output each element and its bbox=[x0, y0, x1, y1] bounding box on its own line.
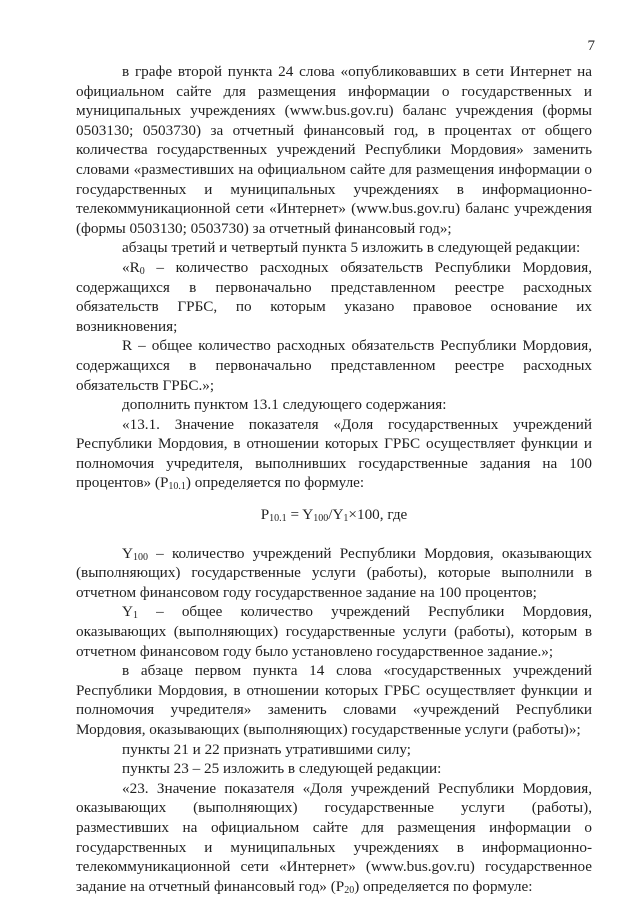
paragraph-y100-definition: $Y_{100}$ – количество учреждений Республики Мордовия, оказывающих (выполняющих) государственные услуги (работы), которые выполнили в отчетном финансовом году государственное задание на 100 процентов; bbox=[76, 544, 592, 601]
paragraph-point-14: в абзаце первом пункта 14 слова «государственных учреждений Республики Мордовия, в отношении которых ГРБС осуществляет функции и полномочия учредителя» заменить словами «учреждений Республики Мордовия, оказывающих (выполняющих) государственные услуги (работы)»; bbox=[76, 662, 592, 738]
formula-p10-1: $P_{10.1} = Y_{100}/Y_1\times 100$, где bbox=[260, 506, 408, 525]
page-number: 7 bbox=[587, 38, 595, 54]
paragraph-points-23-25: пункты 23 – 25 изложить в следующей редакции: bbox=[122, 760, 442, 778]
paragraph-r0-definition: «$R_0$ – количество расходных обязательств Республики Мордовия, содержащихся в первоначально представленном реестре расходных обязательств ГРБС, по которым указано правовое основание их возникновения; bbox=[76, 258, 592, 335]
paragraph-points-21-22: пункты 21 и 22 признать утратившими силу; bbox=[122, 740, 411, 758]
document-body bbox=[76, 62, 592, 896]
paragraph-point-5: абзацы третий и четвертый пункта 5 изложить в следующей редакции: bbox=[122, 239, 581, 257]
paragraph-add-13-1: дополнить пунктом 13.1 следующего содержания: bbox=[122, 396, 447, 414]
paragraph-r-definition: R – общее количество расходных обязательств Республики Мордовия, содержащихся в первоначально представленном реестре расходных обязательств ГРБС.»; bbox=[76, 337, 592, 394]
paragraph-23: «23. Значение показателя «Доля учреждений Республики Мордовия, оказывающих (выполняющих) государственные услуги (работы), разместивших на официальном сайте для размещения информации о государственных и муниципальных учреждениях в информационно-телекоммуникационной сети «Интернет» (www.bus.gov.ru) государственное задание на отчетный финансовый год» $(P_{20})$ определяется по формуле: bbox=[76, 779, 592, 896]
paragraph-graph-24: в графе второй пункта 24 слова «опубликовавших в сети Интернет на официальном сайте для размещения информации о государственных и муниципальных учреждениях (www.bus.gov.ru) баланс учреждения (формы 0503130; 0503730) за отчетный финансовый год, в процентах от общего количества государственных учреждений Республики Мордовия» заменить словами «разместивших на официальном сайте для размещения информации о государственных и муниципальных учреждениях в информационно-телекоммуникационной сети «Интернет» (www.bus.gov.ru) баланс учреждения (формы 0503130; 0503730) за отчетный финансовый год»; bbox=[76, 63, 592, 237]
paragraph-y1-definition: $Y_1$ – общее количество учреждений Республики Мордовия, оказывающих (выполняющих) государственные услуги (работы), которым в отчетном финансовом году было установлено государственное задание.»; bbox=[76, 603, 592, 660]
paragraph-13-1: «13.1. Значение показателя «Доля государственных учреждений Республики Мордовия, в отношении которых ГРБС осуществляет функции и полномочия учредителя, выполнивших государственные задания на 100 процентов» $(P_{10.1})$ определяется по формуле: bbox=[76, 415, 592, 493]
